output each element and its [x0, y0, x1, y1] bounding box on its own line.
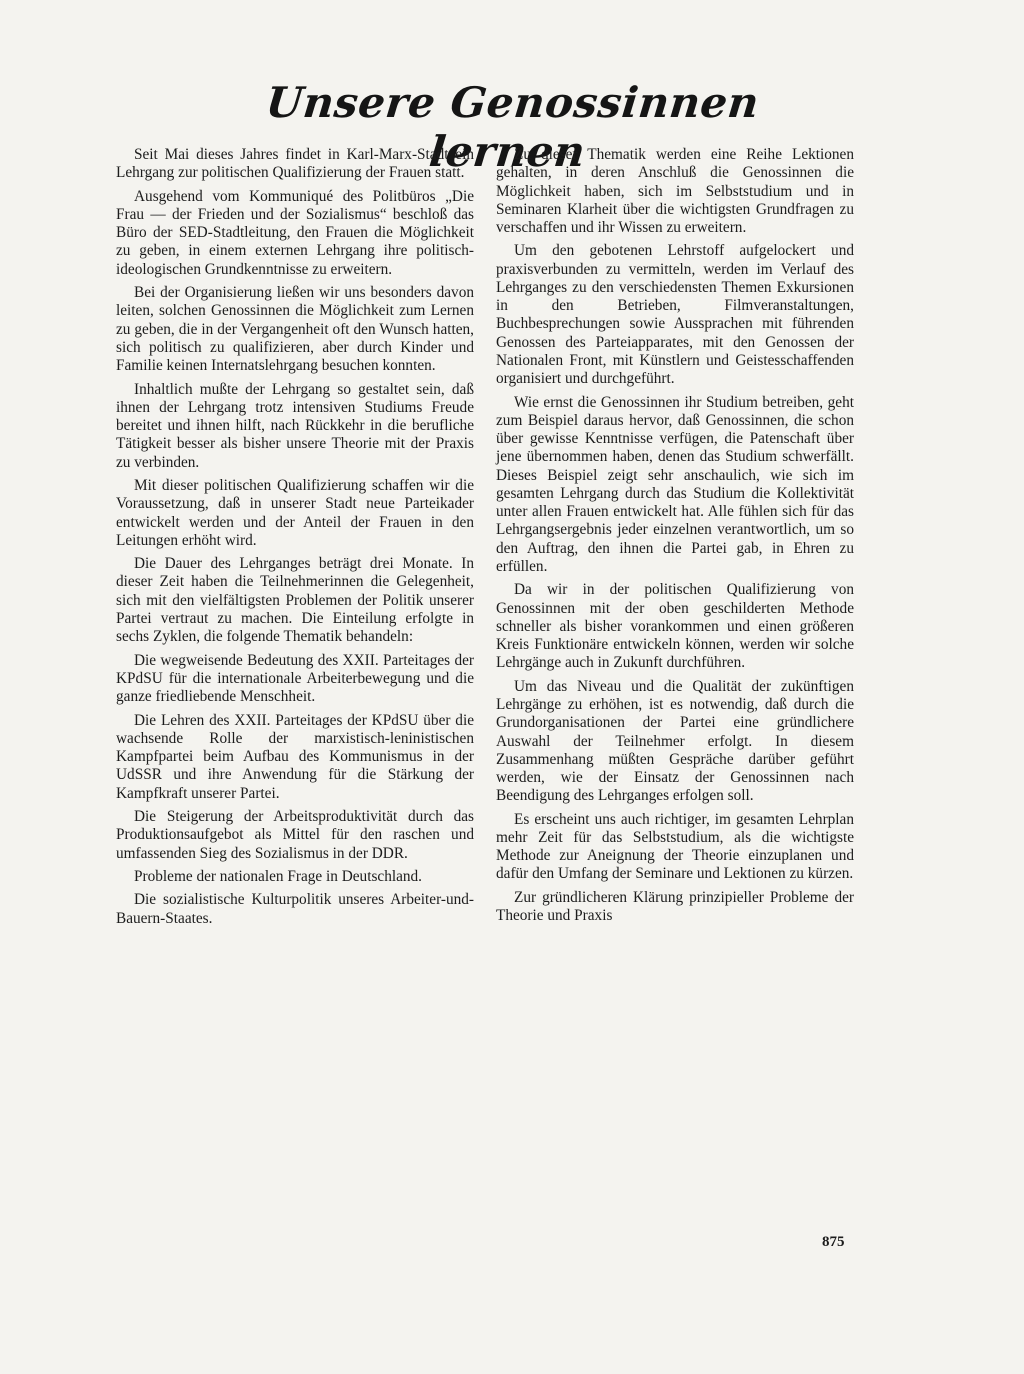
page-number: 875 [822, 1234, 845, 1250]
paragraph: Um den gebotenen Lehrstoff aufgelockert und praxisverbunden zu vermitteln, werden im Verlauf des Lehrganges zu den verschiedensten Themen Exkursionen in den Betrieben, Filmveranstaltungen, Buchbesprechungen sowie Aussprachen mit führenden Genossen des Parteiapparates, mit den Genossen der Nationalen Front, mit Künstlern und Geistesschaffenden organisiert und durchgeführt. [496, 242, 854, 388]
paragraph: Probleme der nationalen Frage in Deutschland. [134, 867, 423, 885]
paragraph: Die Lehren des XXII. Parteitages der KPdSU über die wachsende Rolle der marxistisch-leninistischen Kampfpartei beim Aufbau des Kommunismus in der UdSSR und ihre Anwendung für die Stärkung der Kampfkraft unserer Partei. [116, 711, 474, 802]
paragraph: Ausgehend vom Kommuniqué des Politbüros „Die Frau — der Frieden und der Sozialismus“ beschloß das Büro der SED-Stadtleitung, den Frauen die Möglichkeit zu geben, in einem externen Lehrgang ihre politisch-ideologischen Grundkenntnisse zu erweitern. [116, 187, 474, 278]
paragraph: Da wir in der politischen Qualifizierung von Genossinnen mit der oben geschilderten Methode schneller als bisher vorankommen und einen größeren Kreis Funktionäre entwickeln können, werden wir solche Lehrgänge auch in Zukunft durchführen. [496, 581, 854, 672]
paragraph: Mit dieser politischen Qualifizierung schaffen wir die Voraussetzung, daß in unserer Stadt neue Parteikader entwickelt werden und der Anteil der Frauen in den Leitungen erhöht wird. [116, 477, 474, 549]
paragraph: Die Steigerung der Arbeitsproduktivität durch das Produktionsaufgebot als Mittel für den raschen und umfassenden Sieg des Sozialismus in der DDR. [116, 808, 474, 862]
paragraph: Es erscheint uns auch richtiger, im gesamten Lehrplan mehr Zeit für das Selbststudium, als die wichtigste Methode zur Aneignung der Theorie einzuplanen und dafür den Umfang der Seminare und Lektionen zu kürzen. [496, 810, 854, 883]
right-column [496, 146, 854, 931]
paragraph: Seit Mai dieses Jahres findet in Karl-Marx-Stadt ein Lehrgang zur politischen Qualifizierung der Frauen statt. [116, 146, 474, 182]
paragraph: Zur gründlicheren Klärung prinzipieller Probleme der Theorie und Praxis [496, 888, 854, 925]
page-title: Unsere Genossinnen lernen [263, 78, 762, 176]
paragraph: Wie ernst die Genossinnen ihr Studium betreiben, geht zum Beispiel daraus hervor, daß Genossinnen, die schon über gewisse Kenntnisse verfügen, die Patenschaft über jene übernommen haben, denen das Studium schwerfällt. Dieses Beispiel zeigt sehr anschaulich, wie sich im gesamten Lehrgang durch das Studium die Kollektivität unter allen Frauen entwickelt hat. Alle fühlen sich für das Lehrgangsergebnis jeder einzelnen verantwortlich, um so den Auftrag, den ihnen die Partei gab, in Ehren zu erfüllen. [496, 393, 854, 575]
paragraph: Um das Niveau und die Qualität der zukünftigen Lehrgänge zu erhöhen, ist es notwendig, daß durch die Grundorganisationen der Partei eine gründlichere Auswahl der Teilnehmer erfolgt. In diesem Zusammenhang müßten Gespräche darüber geführt werden, wie der Einsatz der Genossinnen nach Beendigung des Lehrganges erfolgen soll. [496, 677, 854, 805]
paragraph: Die Dauer des Lehrganges beträgt drei Monate. In dieser Zeit haben die Teilnehmerinnen die Gelegenheit, sich mit den vielfältigsten Problemen der Politik unserer Partei vertraut zu machen. Die Einteilung erfolgte in sechs Zyklen, die folgende Thematik behandeln: [116, 555, 474, 646]
paragraph: Die sozialistische Kulturpolitik unseres Arbeiter-und-Bauern-Staates. [116, 891, 474, 927]
paragraph: Inhaltlich mußte der Lehrgang so gestaltet sein, daß ihnen der Lehrgang trotz intensiven Studiums Freude bereitet und ihnen hilft, nach Rückkehr in die berufliche Tätigkeit besser als bisher unsere Theorie mit der Praxis zu verbinden. [116, 380, 474, 471]
paragraph: Zu dieser Thematik werden eine Reihe Lektionen gehalten, in deren Anschluß die Genossinnen die Möglichkeit haben, sich im Selbststudium und in Seminaren Klarheit über die wichtigsten Grundfragen zu verschaffen und ihr Wissen zu erweitern. [496, 146, 854, 236]
paragraph: Bei der Organisierung ließen wir uns besonders davon leiten, solchen Genossinnen die Möglichkeit zum Lernen zu geben, die in der Vergangenheit oft den Wunsch hatten, sich politisch zu qualifizieren, aber durch Kinder und Familie keinen Internatslehrgang besuchen konnten. [116, 284, 474, 375]
left-column [116, 146, 474, 933]
paragraph: Die wegweisende Bedeutung des XXII. Parteitages der KPdSU für die internationale Arbeiterbewegung und die ganze friedliebende Menschheit. [116, 651, 474, 706]
